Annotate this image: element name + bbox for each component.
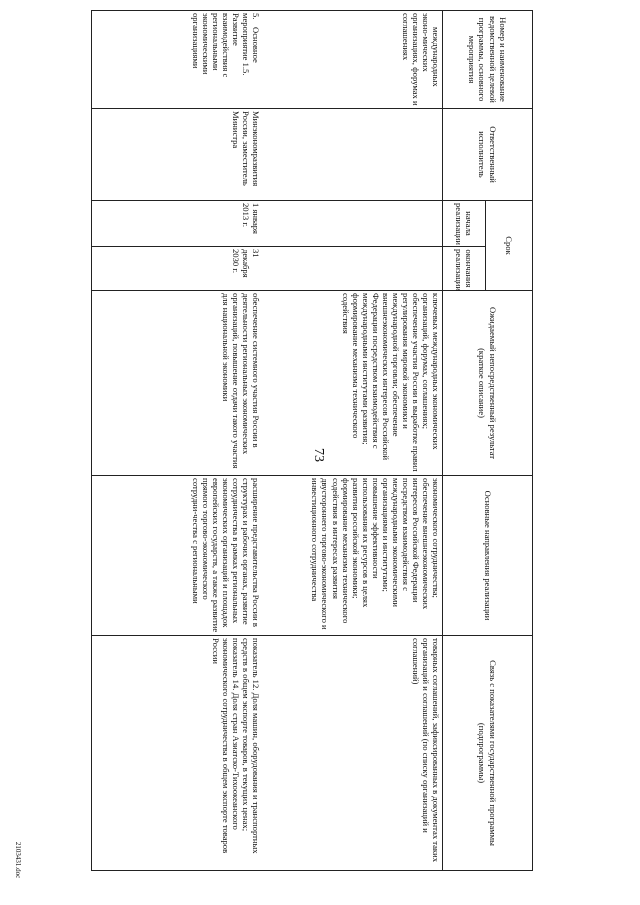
- header-program-name: Номер и наименование ведомственной целевой программы, основного мероприятия: [443, 11, 533, 109]
- cell-end: [262, 247, 443, 291]
- cell-indicators: товарных соглашений, зафиксированных в документах таких организаций и соглашений (по списку организаций и соглашений): [262, 636, 443, 871]
- header-term-end: окончания реализации: [443, 247, 486, 291]
- cell-program-name: 5.Основное мероприятие 1.5. Развитие взаимодействия с региональными экономическими организациями: [92, 11, 263, 109]
- cell-indicators: показатель 12. Доля машин, оборудования и транспортных средств в общем экспорте товаров, в текущих ценах; показатель 14. Доля стран Азиатско-Тихоокеанского экономического сотрудничества в общем экспорте товаров России: [92, 636, 263, 871]
- header-expected-result: Ожидаемый непосредственный результат (краткое описание): [443, 291, 533, 476]
- cell-directions: расширение представительства России в структурах и рабочих органах, развитие сотрудничества в рамках региональных экономических организаций и площадок европейских государств, а также развитие прямого торгово-экономического сотрудни-чества с региональными: [92, 476, 263, 636]
- cell-start: [262, 201, 443, 247]
- header-indicators: Связь с показателями государственной программы (подпрограммы): [443, 636, 533, 871]
- cell-end: 31 декабря 2030 г.: [92, 247, 263, 291]
- cell-executor: Минэкономразвития России, заместитель Министра: [92, 109, 263, 201]
- program-table: [91, 10, 533, 871]
- rotated-table-sheet: [36, 10, 533, 870]
- header-directions: Основные направления реализации: [443, 476, 533, 636]
- footer-file-code: 2103431.doc: [14, 841, 22, 879]
- cell-program-name: международных эконо-мических организациях, форумах и соглашениях: [262, 11, 443, 109]
- table-header-row: [486, 11, 533, 871]
- header-term-start: начала реализации: [443, 201, 486, 247]
- cell-start: 1 января 2013 г.: [92, 201, 263, 247]
- page-number: 73: [311, 448, 326, 462]
- cell-result: обеспечение системного участия России в деятельности региональных экономических организаций, повышение отдачи такого участия для национальной экономики: [92, 291, 263, 476]
- header-executor: Ответственный исполнитель: [443, 109, 533, 201]
- table-row: [262, 11, 443, 871]
- table-row: [92, 11, 263, 871]
- cell-directions: экономического сотрудничества; обеспечение внешнеэкономических интересов Российской Федерации посредством взаимодействия с международными экономическими организациями и институтами; повышение эффективности использования их ресурсов в целях развития российской экономики; формирование механизма технического содействия в интересах развития двустороннего торгово-экономического и инвестиционного сотрудничества: [262, 476, 443, 636]
- cell-executor: [262, 109, 443, 201]
- header-term: Срок: [486, 201, 533, 291]
- cell-result: ключевых международных экономических организаций, форумах, соглашениях; обеспечение участия России в выработке правил регулирования мировой экономики и международной торговли; обеспечение внешнеэкономических интересов Российской Федерации посредством взаимодействия с международными институтами развития; формирование механизма технического содействия: [262, 291, 443, 476]
